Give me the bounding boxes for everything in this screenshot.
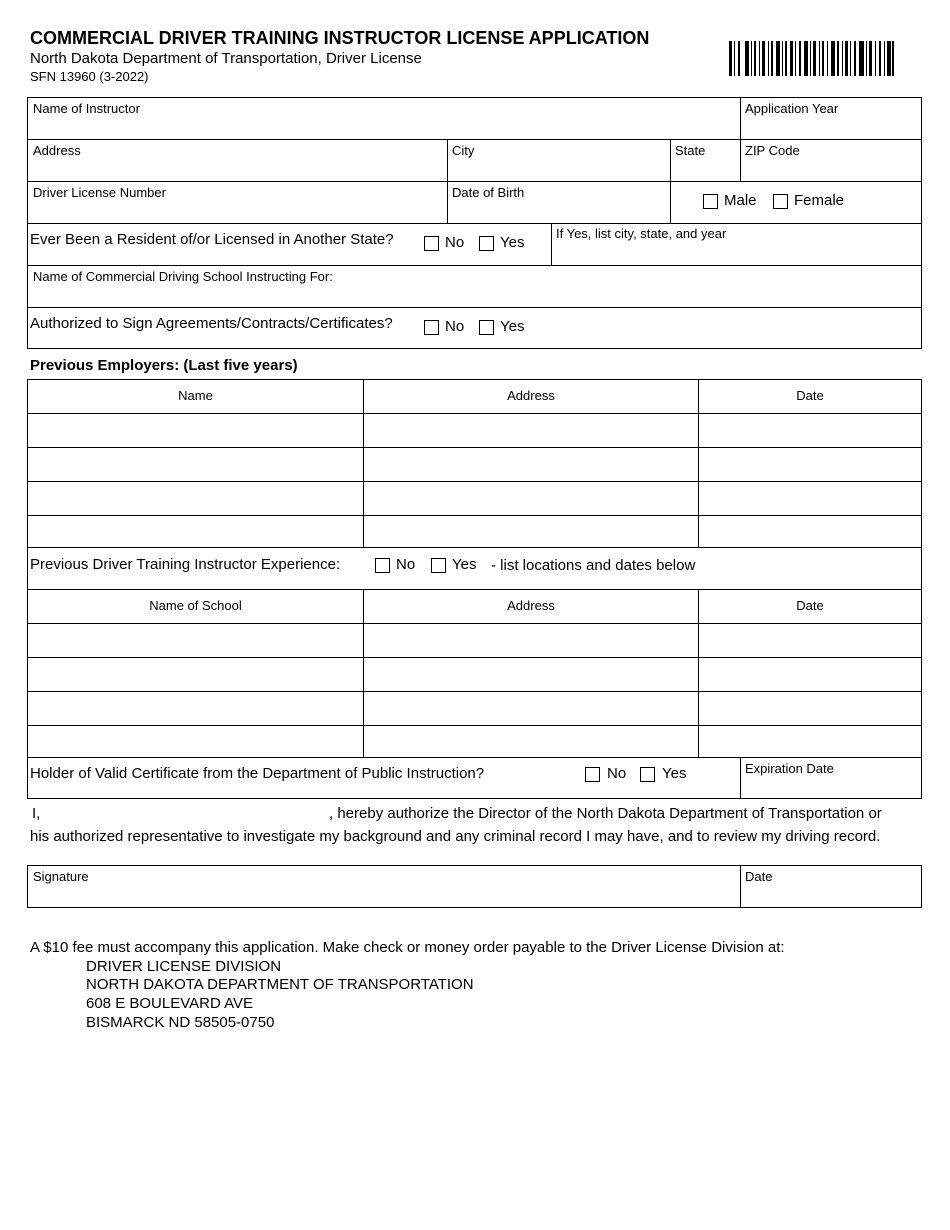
signature-field[interactable] [27,865,741,908]
resident-question: Ever Been a Resident of/or Licensed in Another State? [30,231,394,248]
barcode-icon [729,41,894,76]
employer-row-1-date[interactable] [698,413,922,448]
form-title: COMMERCIAL DRIVER TRAINING INSTRUCTOR LICENSE APPLICATION [30,28,650,48]
employers-col-address: Address [507,388,555,403]
certificate-no-label: No [607,765,627,782]
experience-yes-label: Yes [452,556,477,573]
certificate-yes-label: Yes [662,765,687,782]
employer-row-3-date[interactable] [698,481,922,516]
male-label: Male [724,192,757,209]
resident-yes-label: Yes [500,234,525,251]
employer-row-2-name[interactable] [27,447,364,482]
form-number: SFN 13960 (3-2022) [30,69,149,84]
authorized-question: Authorized to Sign Agreements/Contracts/Certificates? [30,315,393,332]
authorization-line-1: , hereby authorize the Director of the North Dakota Department of Transportation or [329,805,882,822]
instructor-name-label: Name of Instructor [33,101,140,116]
address-field[interactable] [27,139,448,182]
authorized-no-checkbox[interactable] [424,320,439,335]
female-checkbox[interactable] [773,194,788,209]
certificate-no-checkbox[interactable] [585,767,600,782]
employer-row-3-name[interactable] [27,481,364,516]
resident-details-label: If Yes, list city, state, and year [556,226,727,241]
employer-row-1-address[interactable] [363,413,699,448]
fee-address-line-1: DRIVER LICENSE DIVISION [86,958,282,975]
driving-school-label: Name of Commercial Driving School Instructing For: [33,269,333,284]
experience-suffix: - list locations and dates below [491,557,696,574]
experience-question: Previous Driver Training Instructor Experience: [30,556,341,573]
driver-license-label: Driver License Number [33,185,166,200]
school-row-2-address[interactable] [363,657,699,692]
fee-address-line-2: NORTH DAKOTA DEPARTMENT OF TRANSPORTATION [86,976,474,993]
school-row-1-name[interactable] [27,623,364,658]
signature-date-label: Date [745,869,773,884]
certificate-question: Holder of Valid Certificate from the Department of Public Instruction? [30,765,485,782]
experience-no-label: No [396,556,416,573]
school-row-1-address[interactable] [363,623,699,658]
resident-no-label: No [445,234,465,251]
resident-no-checkbox[interactable] [424,236,439,251]
zip-label: ZIP Code [745,143,800,158]
resident-yes-checkbox[interactable] [479,236,494,251]
date-of-birth-label: Date of Birth [452,185,525,200]
employers-col-name: Name [178,388,213,403]
fee-text: A $10 fee must accompany this application. Make check or money order payable to the Driver License Division at: [30,939,785,956]
agency-name: North Dakota Department of Transportation, Driver License [30,50,422,67]
authorized-yes-checkbox[interactable] [479,320,494,335]
schools-col-name: Name of School [149,598,242,613]
employer-row-2-date[interactable] [698,447,922,482]
experience-no-checkbox[interactable] [375,558,390,573]
employer-row-3-address[interactable] [363,481,699,516]
employer-row-4-date[interactable] [698,515,922,548]
employer-row-4-name[interactable] [27,515,364,548]
fee-address-line-3: 608 E BOULEVARD AVE [86,995,254,1012]
city-label: City [452,143,475,158]
employer-row-2-address[interactable] [363,447,699,482]
expiration-date-label: Expiration Date [745,761,834,776]
school-row-2-date[interactable] [698,657,922,692]
application-year-label: Application Year [745,101,839,116]
signature-label: Signature [33,869,89,884]
employer-row-4-address[interactable] [363,515,699,548]
school-row-2-name[interactable] [27,657,364,692]
authorization-line-2: his authorized representative to investigate my background and any criminal record I may have, and to review my driving record. [30,828,881,845]
employer-row-1-name[interactable] [27,413,364,448]
schools-col-date: Date [796,598,824,613]
school-row-4-address[interactable] [363,725,699,758]
school-row-3-address[interactable] [363,691,699,726]
employers-col-date: Date [796,388,824,403]
city-field[interactable] [447,139,671,182]
authorized-no-label: No [445,318,465,335]
employers-heading: Previous Employers: (Last five years) [30,357,298,374]
experience-yes-checkbox[interactable] [431,558,446,573]
school-row-4-name[interactable] [27,725,364,758]
schools-col-address: Address [507,598,555,613]
school-row-3-date[interactable] [698,691,922,726]
authorization-prefix: I, [32,805,41,822]
address-label: Address [33,143,81,158]
school-row-1-date[interactable] [698,623,922,658]
fee-address-line-4: BISMARCK ND 58505-0750 [86,1014,275,1031]
certificate-yes-checkbox[interactable] [640,767,655,782]
female-label: Female [794,192,845,209]
school-row-3-name[interactable] [27,691,364,726]
state-label: State [675,143,706,158]
authorized-yes-label: Yes [500,318,525,335]
school-row-4-date[interactable] [698,725,922,758]
male-checkbox[interactable] [703,194,718,209]
